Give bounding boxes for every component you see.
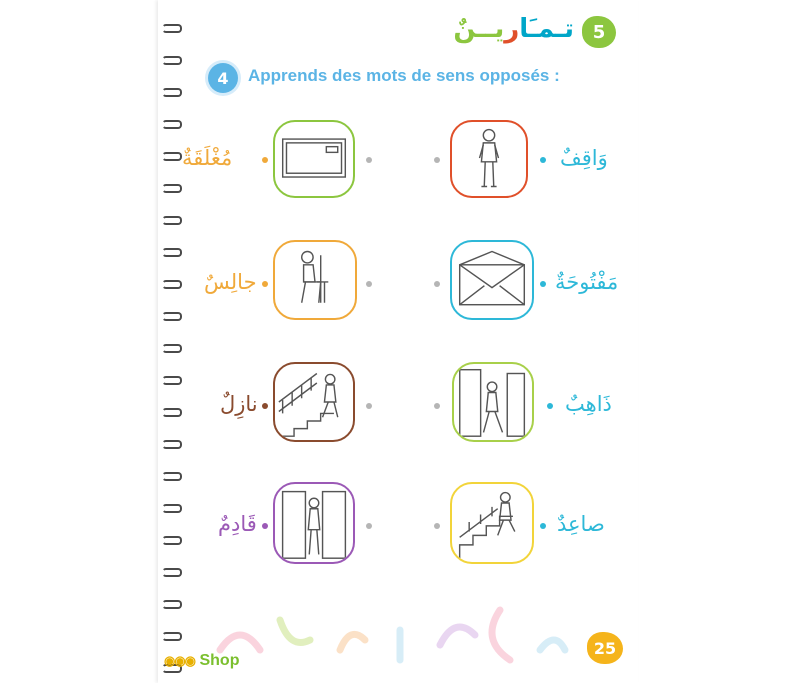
title-part-1: تـمـَا xyxy=(519,14,574,44)
boy-climbing-stairs-icon xyxy=(450,482,534,564)
instruction-text: Apprends des mots de sens opposés : xyxy=(248,66,560,85)
word-sitting: جالِسٌ xyxy=(204,270,257,294)
word-descending: نازِلٌ xyxy=(220,392,258,416)
logo-mark-icon: ◉◉◉ xyxy=(164,653,196,668)
word-open: مَفْتُوحَةٌ xyxy=(555,270,619,294)
match-dot[interactable] xyxy=(366,523,372,529)
match-dot[interactable] xyxy=(434,403,440,409)
match-dot[interactable] xyxy=(366,403,372,409)
page-number: 25 xyxy=(587,632,623,664)
match-dot[interactable] xyxy=(540,281,546,287)
word-coming: قَادِمٌ xyxy=(218,512,257,536)
boy-going-downstairs-icon xyxy=(273,362,355,442)
match-dot[interactable] xyxy=(262,403,268,409)
decorative-letters-icon xyxy=(200,590,580,670)
standing-boy-icon xyxy=(450,120,528,198)
word-climbing: صاعِدٌ xyxy=(557,512,605,536)
exercise-number-badge: 5 xyxy=(582,16,616,48)
boy-leaving-door-icon xyxy=(452,362,534,442)
logo-text: Shop xyxy=(199,652,240,669)
workbook-page xyxy=(158,0,638,683)
open-envelope-icon xyxy=(450,240,534,320)
word-standing: وَاقِفٌ xyxy=(560,146,608,170)
match-dot[interactable] xyxy=(540,523,546,529)
match-dot[interactable] xyxy=(366,281,372,287)
match-dot[interactable] xyxy=(262,157,268,163)
sitting-boy-icon xyxy=(273,240,357,320)
title-part-3: يــنٌ xyxy=(453,14,505,44)
spiral-binding xyxy=(162,10,188,670)
match-dot[interactable] xyxy=(434,157,440,163)
title-part-2: ر xyxy=(504,14,520,44)
match-dot[interactable] xyxy=(540,157,546,163)
instruction-number-badge: 4 xyxy=(208,63,238,93)
match-dot[interactable] xyxy=(547,403,553,409)
match-dot[interactable] xyxy=(434,523,440,529)
match-dot[interactable] xyxy=(262,523,268,529)
match-dot[interactable] xyxy=(366,157,372,163)
word-closed: مُغْلَقَةٌ xyxy=(182,146,233,170)
shop-logo xyxy=(164,652,239,670)
match-dot[interactable] xyxy=(434,281,440,287)
match-dot[interactable] xyxy=(262,281,268,287)
boy-arriving-door-icon xyxy=(273,482,355,564)
closed-envelope-icon xyxy=(273,120,355,198)
exercise-title xyxy=(453,14,574,50)
word-going: ذَاهِبٌ xyxy=(565,392,612,416)
